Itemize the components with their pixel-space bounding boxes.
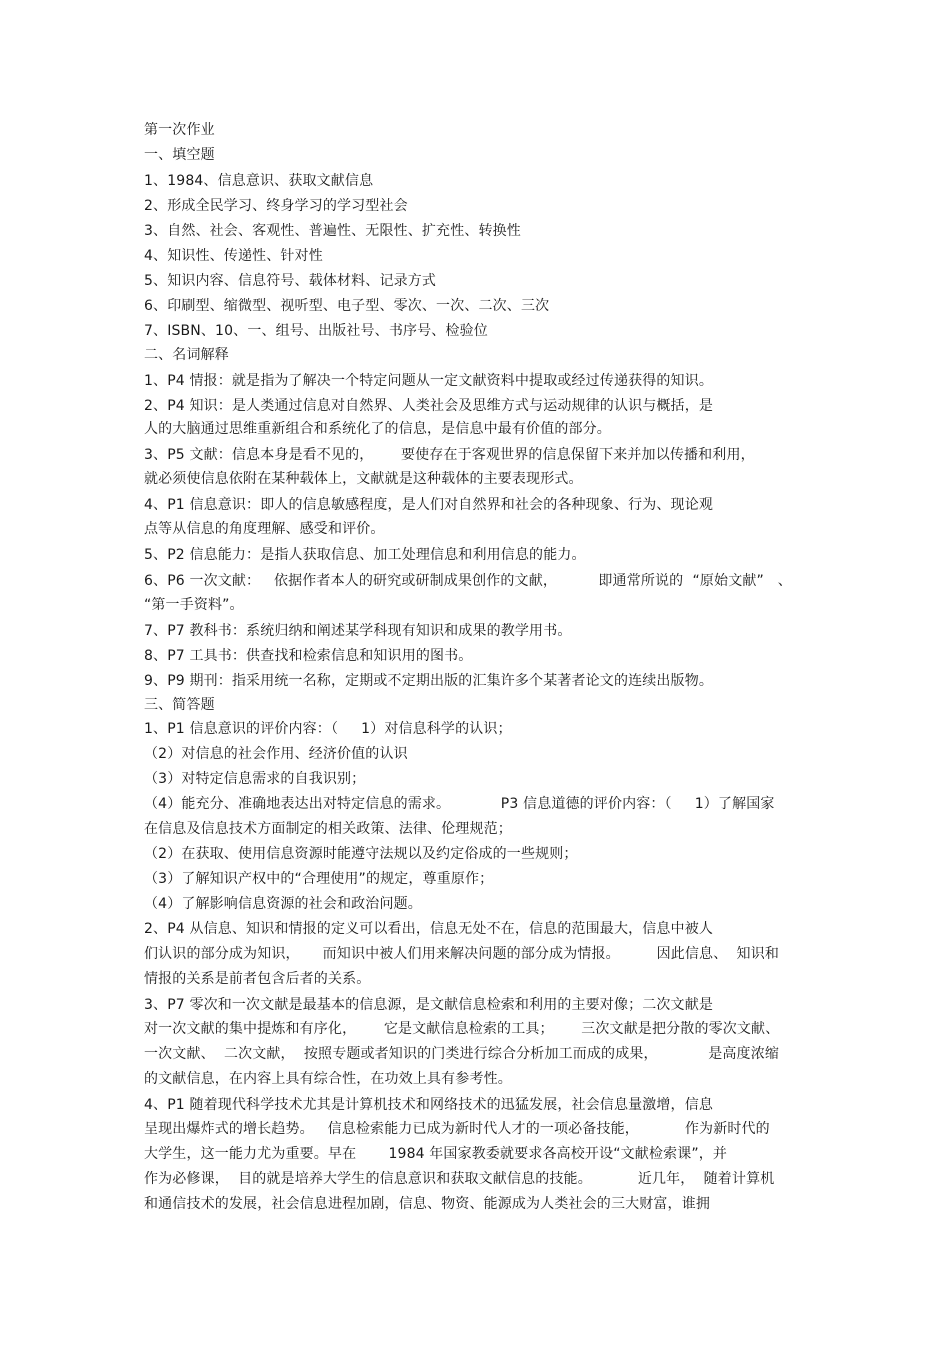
definition-line: 8、P7 工具书：供查找和检索信息和知识用的图书。 bbox=[144, 648, 473, 664]
answer-line: 1、P1 信息意识的评价内容：（ 1）对信息科学的认识； bbox=[144, 721, 512, 737]
definition-line: 1、P4 情报：就是指为了解决一个特定问题从一定文献资料中提取或经过传递获得的知识。 bbox=[144, 373, 714, 389]
answer-line: 的文献信息，在内容上具有综合性，在功效上具有参考性。 bbox=[144, 1071, 512, 1087]
fill-in-answer: 4、知识性、传递性、针对性 bbox=[144, 248, 323, 264]
answer-line: （2）对信息的社会作用、经济价值的认识 bbox=[144, 746, 408, 762]
definition-line: 9、P9 期刊：指采用统一名称，定期或不定期出版的汇集许多个某著者论文的连续出版物。 bbox=[144, 673, 714, 689]
answer-line: 4、P1 随着现代科学技术尤其是计算机技术和网络技术的迅猛发展，社会信息量激增，信息 bbox=[144, 1097, 714, 1113]
definition-line: 4、P1 信息意识：即人的信息敏感程度，是人们对自然界和社会的各种现象、行为、现论观 bbox=[144, 497, 714, 513]
fill-in-answer: 3、自然、社会、客观性、普遍性、无限性、扩充性、转换性 bbox=[144, 223, 521, 239]
definition-line: 7、P7 教科书：系统归纳和阐述某学科现有知识和成果的教学用书。 bbox=[144, 623, 572, 639]
definition-line: 3、P5 文献：信息本身是看不见的， 要使存在于客观世界的信息保留下来并加以传播和利用， bbox=[144, 447, 755, 463]
answer-line: 2、P4 从信息、知识和情报的定义可以看出，信息无处不在，信息的范围最大，信息中被人 bbox=[144, 921, 714, 937]
definition-line: 人的大脑通过思维重新组合和系统化了的信息，是信息中最有价值的部分。 bbox=[144, 421, 611, 437]
section-heading-fill-in: 一、填空题 bbox=[144, 147, 215, 163]
answer-line: 情报的关系是前者包含后者的关系。 bbox=[144, 971, 371, 987]
fill-in-answer: 5、知识内容、信息符号、载体材料、记录方式 bbox=[144, 273, 437, 289]
definition-line: 2、P4 知识：是人类通过信息对自然界、人类社会及思维方式与运动规律的认识与概括，是 bbox=[144, 398, 714, 414]
definition-line: 6、P6 一次文献： 依据作者本人的研究或研制成果创作的文献， 即通常所说的 “原始文献” 、 bbox=[144, 573, 792, 589]
answer-line: 们认识的部分成为知识， 而知识中被人们用来解决问题的部分成为情报。 因此信息、 知识和 bbox=[144, 946, 780, 962]
section-heading-definitions: 二、名词解释 bbox=[144, 347, 229, 363]
answer-line: （3）了解知识产权中的“合理使用”的规定，尊重原作； bbox=[144, 871, 494, 887]
answer-line: （4）了解影响信息资源的社会和政治问题。 bbox=[144, 896, 422, 912]
answer-line: （3）对特定信息需求的自我识别； bbox=[144, 771, 366, 787]
fill-in-answer: 2、形成全民学习、终身学习的学习型社会 bbox=[144, 198, 408, 214]
fill-in-answer: 1、1984、信息意识、获取文献信息 bbox=[144, 173, 374, 189]
section-heading-short-answer: 三、简答题 bbox=[144, 697, 215, 713]
definition-line: 就必须使信息依附在某种载体上，文献就是这种载体的主要表现形式。 bbox=[144, 471, 583, 487]
answer-line: 和通信技术的发展，社会信息进程加剧，信息、物资、能源成为人类社会的三大财富，谁拥 bbox=[144, 1196, 710, 1212]
definition-line: 点等从信息的角度理解、感受和评价。 bbox=[144, 521, 385, 537]
answer-line: （2）在获取、使用信息资源时能遵守法规以及约定俗成的一些规则； bbox=[144, 846, 578, 862]
definition-line: 5、P2 信息能力：是指人获取信息、加工处理信息和利用信息的能力。 bbox=[144, 547, 586, 563]
definition-line: “第一手资料”。 bbox=[144, 597, 244, 613]
fill-in-answer: 7、ISBN、10、一、组号、出版社号、书序号、检验位 bbox=[144, 323, 488, 339]
answer-line: 3、P7 零次和一次文献是最基本的信息源，是文献信息检索和利用的主要对像；二次文献是 bbox=[144, 997, 714, 1013]
answer-line: 呈现出爆炸式的增长趋势。 信息检索能力已成为新时代人才的一项必备技能， 作为新时代的 bbox=[144, 1121, 770, 1137]
fill-in-answer: 6、印刷型、缩微型、视听型、电子型、零次、一次、二次、三次 bbox=[144, 298, 550, 314]
doc-title: 第一次作业 bbox=[144, 122, 215, 138]
answer-line: 对一次文献的集中提炼和有序化， 它是文献信息检索的工具； 三次文献是把分散的零次文献、 bbox=[144, 1021, 780, 1037]
answer-line: （4）能充分、准确地表达出对特定信息的需求。 P3 信息道德的评价内容：（ 1）了解国家 bbox=[144, 796, 775, 812]
answer-line: 作为必修课， 目的就是培养大学生的信息意识和获取文献信息的技能。 近几年， 随着计算机 bbox=[144, 1171, 775, 1187]
answer-line: 一次文献、 二次文献， 按照专题或者知识的门类进行综合分析加工而成的成果， 是高度浓缩 bbox=[144, 1046, 780, 1062]
answer-line: 大学生，这一能力尤为重要。早在 1984 年国家教委就要求各高校开设“文献检索课”，并 bbox=[144, 1146, 728, 1162]
answer-line: 在信息及信息技术方面制定的相关政策、法律、伦理规范； bbox=[144, 821, 512, 837]
